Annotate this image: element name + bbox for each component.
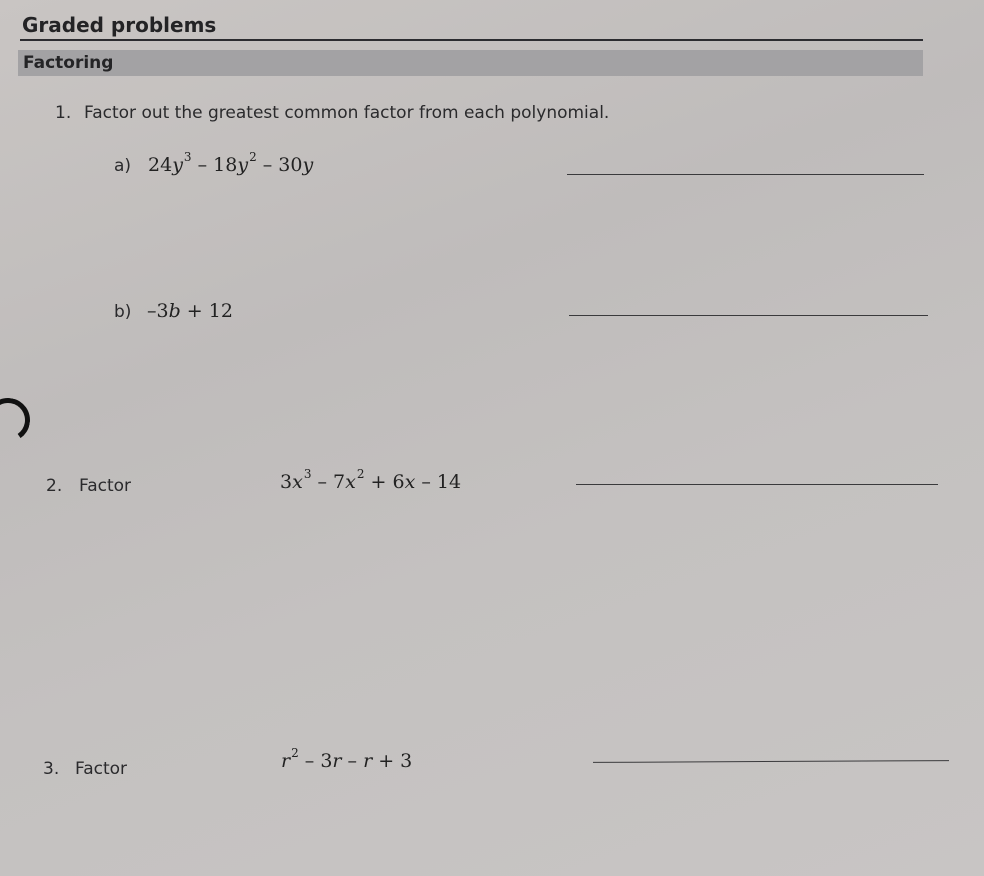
problem-2-instructions: Factor xyxy=(79,476,132,496)
document-title: Graded problems xyxy=(22,13,217,37)
problem-2-answer-line[interactable] xyxy=(576,484,938,485)
problem-2-expression: $3x^3 - 7x^2 + 6x - 14$ xyxy=(280,467,462,493)
problem-1a-expression: $24y^3 - 18y^2 - 30y$ xyxy=(148,150,314,176)
section-title: Factoring xyxy=(23,53,114,73)
problem-1b-expression: –3b + 12 xyxy=(147,300,233,322)
problem-1-instructions: Factor out the greatest common factor from each polynomial. xyxy=(84,103,610,123)
problem-3-answer-line[interactable] xyxy=(593,760,949,763)
section-header-band xyxy=(18,50,923,76)
problem-1a-answer-line[interactable] xyxy=(567,174,924,175)
problem-1b-label: b) xyxy=(114,302,132,322)
problem-3-instructions: Factor xyxy=(75,759,128,779)
problem-1a-label: a) xyxy=(114,156,132,176)
binder-ring-mark xyxy=(0,395,33,446)
problem-2-number: 2. xyxy=(46,476,63,496)
title-rule xyxy=(20,39,923,41)
problem-1b-answer-line[interactable] xyxy=(569,315,928,316)
problem-3-expression: $r^2 - 3r - r + 3$ xyxy=(281,746,413,772)
problem-1-number: 1. xyxy=(55,103,72,123)
problem-3-number: 3. xyxy=(43,759,60,779)
